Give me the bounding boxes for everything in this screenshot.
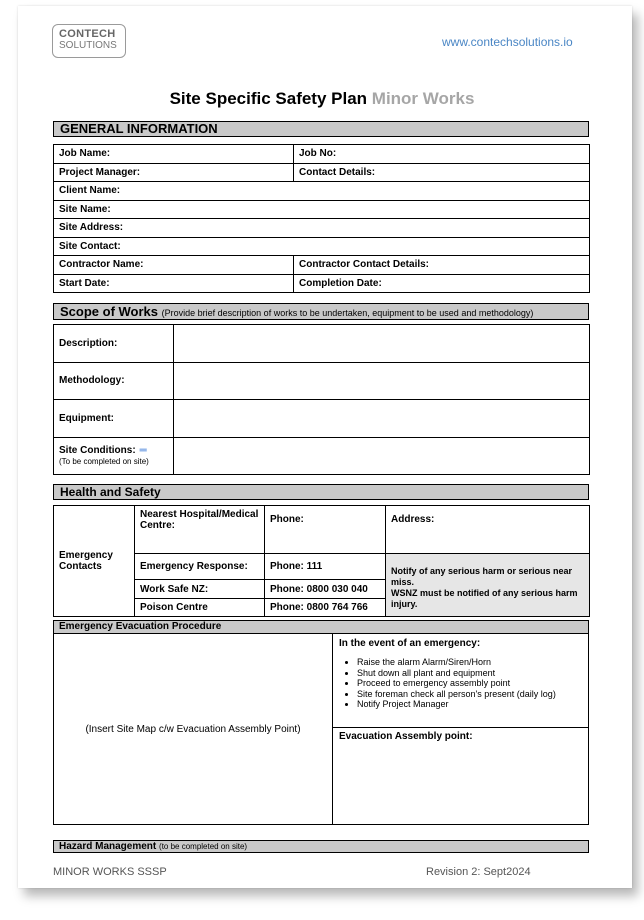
scope-heading-text: Scope of Works: [60, 304, 159, 319]
phone-worksafe: Phone: 0800 030 040: [265, 580, 386, 599]
emergency-contacts-label: Emergency Contacts: [54, 506, 135, 617]
site-conditions-label: Site Conditions:: [59, 444, 136, 456]
table-row: [54, 362, 590, 400]
list-item: • Site foreman check all person's present (daily log): [357, 689, 582, 700]
site-map-placeholder[interactable]: [53, 633, 333, 825]
list-item: • Shut down all plant and equipment: [357, 668, 582, 679]
phone-111: Phone: 111: [265, 554, 386, 580]
scope-note: (Provide brief description of works to be undertaken, equipment to be used and methodology): [161, 308, 534, 318]
methodology-label: Methodology:: [54, 362, 174, 400]
list-item: • Notify Project Manager: [357, 699, 582, 710]
equipment-field[interactable]: [174, 400, 590, 438]
job-name-label: Job Name:: [54, 145, 294, 164]
table-row: [54, 325, 590, 363]
project-manager-label: Project Manager:: [54, 163, 294, 182]
scope-table: [53, 324, 590, 475]
nearest-medical-label: Nearest Hospital/Medical Centre:: [135, 506, 265, 554]
contractor-name-label: Contractor Name:: [54, 256, 294, 275]
hospital-address-label: Address:: [386, 506, 590, 554]
footer-revision: Revision 2: Sept2024: [426, 866, 531, 878]
emergency-steps-section: [333, 634, 588, 728]
emergency-contacts-table: [53, 505, 590, 617]
title-sub: Minor Works: [371, 89, 475, 108]
table-row: [54, 145, 590, 164]
job-no-label: Job No:: [294, 145, 590, 164]
health-safety-heading: [53, 484, 589, 500]
page-title: [0, 89, 644, 109]
table-row: [54, 256, 590, 275]
notify-note-cell: [386, 554, 590, 617]
poison-centre-label: Poison Centre: [135, 599, 265, 617]
methodology-field[interactable]: [174, 362, 590, 400]
evacuation-heading: Emergency Evacuation Procedure: [53, 620, 589, 634]
completion-date-label: Completion Date:: [294, 274, 590, 293]
general-info-table: [53, 144, 590, 293]
general-info-heading: [53, 121, 589, 137]
site-map-text: (Insert Site Map c/w Evacuation Assembly Point): [85, 723, 301, 735]
equipment-label: Equipment:: [54, 400, 174, 438]
emergency-response-label: Emergency Response:: [135, 554, 265, 580]
phone-poison: Phone: 0800 764 766: [265, 599, 386, 617]
wsnz-note: WSNZ must be notified of any serious harm injury.: [391, 588, 578, 609]
site-conditions-cell: [54, 437, 174, 475]
website-url[interactable]: www.contechsolutions.io: [442, 35, 573, 49]
hazard-note: (to be completed on site): [159, 842, 248, 851]
table-row: [54, 237, 590, 256]
hazard-heading-text: Hazard Management: [59, 841, 157, 852]
table-row: [54, 437, 590, 475]
health-safety-heading-text: Health and Safety: [60, 485, 161, 499]
emergency-steps-heading: In the event of an emergency:: [339, 638, 481, 649]
site-contact-label: Site Contact:: [54, 237, 590, 256]
table-row: [54, 182, 590, 201]
table-row: [54, 506, 590, 554]
list-item: • Raise the alarm Alarm/Siren/Horn: [357, 657, 582, 668]
site-name-label: Site Name:: [54, 200, 590, 219]
table-row: [54, 163, 590, 182]
list-item: • Proceed to emergency assembly point: [357, 678, 582, 689]
site-address-label: Site Address:: [54, 219, 590, 238]
logo-line2: SOLUTIONS: [59, 40, 117, 51]
contractor-contact-label: Contractor Contact Details:: [294, 256, 590, 275]
contact-details-label: Contact Details:: [294, 163, 590, 182]
table-row: [54, 400, 590, 438]
footer-doc-name: MINOR WORKS SSSP: [53, 866, 167, 878]
description-label: Description:: [54, 325, 174, 363]
hazard-management-heading: [53, 840, 589, 853]
table-row: [54, 554, 590, 580]
comment-marker-icon[interactable]: ═: [139, 444, 147, 456]
scope-heading: [53, 303, 589, 320]
table-row: [54, 200, 590, 219]
emergency-procedure-panel: [332, 633, 589, 825]
company-logo: [52, 24, 126, 58]
client-name-label: Client Name:: [54, 182, 590, 201]
worksafe-label: Work Safe NZ:: [135, 580, 265, 599]
title-main: Site Specific Safety Plan: [169, 89, 368, 108]
assembly-point-label: Evacuation Assembly point:: [339, 731, 473, 742]
notify-note: Notify of any serious harm or serious near miss.: [391, 566, 573, 587]
site-conditions-note: (To be completed on site): [59, 456, 149, 466]
description-field[interactable]: [174, 325, 590, 363]
emergency-steps-list: [339, 657, 582, 710]
site-conditions-field[interactable]: [174, 437, 590, 475]
table-row: [54, 219, 590, 238]
logo-line1: CONTECH: [59, 28, 116, 40]
start-date-label: Start Date:: [54, 274, 294, 293]
hospital-phone-label: Phone:: [265, 506, 386, 554]
general-info-heading-text: GENERAL INFORMATION: [60, 121, 218, 136]
table-row: [54, 274, 590, 293]
